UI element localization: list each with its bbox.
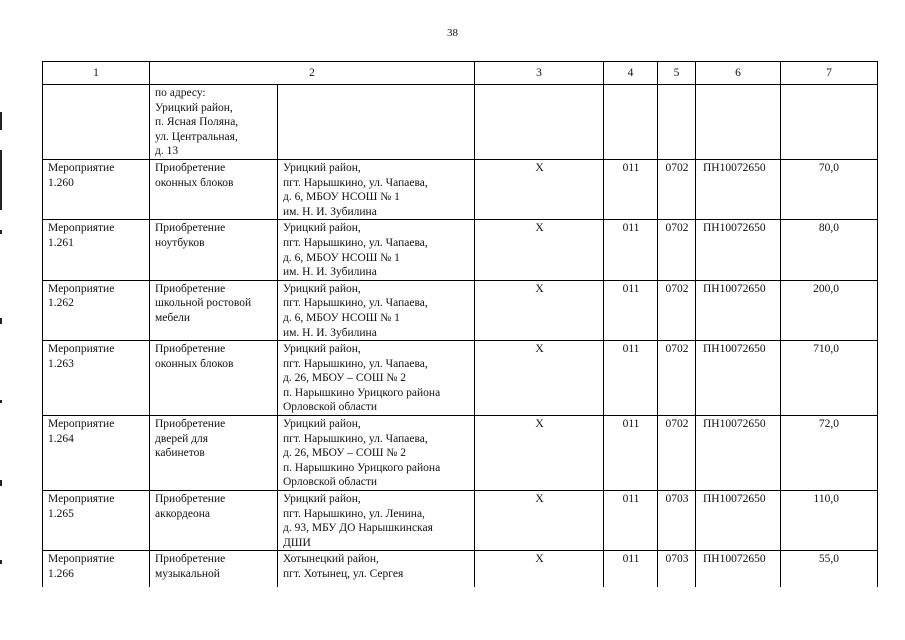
text-line: 1.266 <box>48 568 74 580</box>
text-line: Орловской области <box>283 401 378 414</box>
text-line: д. 26, МБОУ – СОШ № 2 <box>283 447 406 460</box>
item-cell <box>150 341 278 416</box>
item-cell <box>150 159 278 219</box>
text-line: им. Н. И. Зубилина <box>283 205 377 218</box>
text-line: аккордеона <box>155 507 211 520</box>
address-cell <box>278 220 475 280</box>
text-line: Мероприятие <box>48 553 115 566</box>
text-line: Приобретение <box>155 282 226 295</box>
col3-cell: Х <box>475 491 604 551</box>
text-line: кабинетов <box>155 447 205 460</box>
col5-cell: 0703 <box>658 551 696 587</box>
text-line: оконных блоков <box>155 357 234 370</box>
table-cell <box>278 85 475 160</box>
text-line: пгт. Хотынец, ул. Сергея <box>283 568 404 580</box>
col7-cell: 200,0 <box>781 280 878 340</box>
text-line: 1.260 <box>48 176 74 189</box>
text-line: п. Нарышкино Урицкого района <box>283 461 441 474</box>
col6-cell: ПН10072650 <box>696 280 781 340</box>
text-line: Приобретение <box>155 222 226 235</box>
col7-cell: 55,0 <box>781 551 878 587</box>
col6-cell: ПН10072650 <box>696 159 781 219</box>
col4-cell: 011 <box>604 491 658 551</box>
text-line: пгт. Нарышкино, ул. Чапаева, <box>283 297 428 310</box>
text-line: Хотынецкий район, <box>283 553 379 566</box>
text-line: д. 13 <box>155 145 179 158</box>
text-line: д. 26, МБОУ – СОШ № 2 <box>283 372 406 385</box>
text-line: ноутбуков <box>155 236 205 249</box>
budget-table <box>42 61 878 587</box>
table-cell <box>658 85 696 160</box>
col3-cell: Х <box>475 280 604 340</box>
text-line: Мероприятие <box>48 222 115 235</box>
col7-cell: 110,0 <box>781 491 878 551</box>
address-cell <box>278 159 475 219</box>
text-line: п. Нарышкино Урицкого района <box>283 386 441 399</box>
text-line: 1.261 <box>48 236 74 249</box>
table-row <box>43 551 878 587</box>
text-line: 1.263 <box>48 357 74 370</box>
text-line: Приобретение <box>155 493 226 506</box>
table-row <box>43 159 878 219</box>
text-line: п. Ясная Поляна, <box>155 116 239 129</box>
text-line: пгт. Нарышкино, ул. Чапаева, <box>283 357 428 370</box>
col3-cell: Х <box>475 551 604 587</box>
text-line: пгт. Нарышкино, ул. Чапаева, <box>283 176 428 189</box>
header-cell: 5 <box>658 62 696 85</box>
text-line: Приобретение <box>155 343 226 356</box>
table-row <box>43 491 878 551</box>
text-line: д. 6, МБОУ НСОШ № 1 <box>283 191 400 204</box>
col5-cell: 0702 <box>658 159 696 219</box>
col4-cell: 011 <box>604 341 658 416</box>
header-cell: 4 <box>604 62 658 85</box>
col5-cell: 0702 <box>658 341 696 416</box>
table-cell <box>696 85 781 160</box>
item-cell <box>150 280 278 340</box>
header-cell: 6 <box>696 62 781 85</box>
continuation-row <box>43 85 878 160</box>
text-line: д. 6, МБОУ НСОШ № 1 <box>283 311 400 324</box>
col3-cell: Х <box>475 341 604 416</box>
event-cell <box>43 220 150 280</box>
col6-cell: ПН10072650 <box>696 220 781 280</box>
col6-cell: ПН10072650 <box>696 416 781 491</box>
text-line: 1.264 <box>48 432 74 445</box>
text-line: д. 93, МБУ ДО Нарышкинская <box>283 522 433 535</box>
table-cell <box>604 85 658 160</box>
item-cell <box>150 220 278 280</box>
col5-cell: 0703 <box>658 491 696 551</box>
page-number: 38 <box>447 27 458 39</box>
text-line: Мероприятие <box>48 161 115 174</box>
text-line: ул. Центральная, <box>155 130 238 143</box>
address-cell <box>278 280 475 340</box>
address-cell <box>278 551 475 587</box>
header-cell: 7 <box>781 62 878 85</box>
address-cell <box>278 341 475 416</box>
col7-cell: 72,0 <box>781 416 878 491</box>
scan-left-edge <box>0 0 3 640</box>
text-line: пгт. Нарышкино, ул. Чапаева, <box>283 432 428 445</box>
text-line: пгт. Нарышкино, ул. Ленина, <box>283 507 425 520</box>
col6-cell: ПН10072650 <box>696 491 781 551</box>
table-cell <box>43 85 150 160</box>
table-row <box>43 280 878 340</box>
text-line: Урицкий район, <box>283 282 361 295</box>
col7-cell: 70,0 <box>781 159 878 219</box>
text-line: Приобретение <box>155 553 226 566</box>
text-line: им. Н. И. Зубилина <box>283 266 377 279</box>
col4-cell: 011 <box>604 280 658 340</box>
table-cell <box>475 85 604 160</box>
address-cell <box>278 491 475 551</box>
col3-cell: Х <box>475 416 604 491</box>
text-line: им. Н. И. Зубилина <box>283 326 377 339</box>
item-cell <box>150 416 278 491</box>
header-row <box>43 62 878 85</box>
table-row <box>43 341 878 416</box>
text-line: Урицкий район, <box>283 343 361 356</box>
col6-cell: ПН10072650 <box>696 551 781 587</box>
item-cell <box>150 491 278 551</box>
text-line: 1.262 <box>48 297 74 310</box>
text-line: мебели <box>155 311 191 324</box>
col4-cell: 011 <box>604 551 658 587</box>
col6-cell: ПН10072650 <box>696 341 781 416</box>
text-line: ДШИ <box>283 536 311 549</box>
text-line: Орловской области <box>283 476 378 489</box>
text-line: Урицкий район, <box>283 222 361 235</box>
text-line: Мероприятие <box>48 282 115 295</box>
text-line: 1.265 <box>48 507 74 520</box>
col5-cell: 0702 <box>658 280 696 340</box>
col7-cell: 80,0 <box>781 220 878 280</box>
col3-cell: Х <box>475 220 604 280</box>
text-line: оконных блоков <box>155 176 234 189</box>
continuation-text <box>150 85 278 160</box>
text-line: Мероприятие <box>48 343 115 356</box>
col4-cell: 011 <box>604 416 658 491</box>
col4-cell: 011 <box>604 220 658 280</box>
header-cell: 3 <box>475 62 604 85</box>
col5-cell: 0702 <box>658 220 696 280</box>
text-line: д. 6, МБОУ НСОШ № 1 <box>283 251 400 264</box>
header-cell: 1 <box>43 62 150 85</box>
event-cell <box>43 159 150 219</box>
text-line: дверей для <box>155 432 209 445</box>
text-line: Урицкий район, <box>155 101 233 114</box>
header-cell: 2 <box>150 62 475 85</box>
event-cell <box>43 341 150 416</box>
text-line: Урицкий район, <box>283 418 361 431</box>
event-cell <box>43 491 150 551</box>
text-line: музыкальной <box>155 568 220 580</box>
text-line: по адресу: <box>155 87 206 99</box>
address-cell <box>278 416 475 491</box>
text-line: Приобретение <box>155 161 226 174</box>
text-line: Приобретение <box>155 418 226 431</box>
text-line: Урицкий район, <box>283 493 361 506</box>
col5-cell: 0702 <box>658 416 696 491</box>
text-line: пгт. Нарышкино, ул. Чапаева, <box>283 236 428 249</box>
col4-cell: 011 <box>604 159 658 219</box>
event-cell <box>43 551 150 587</box>
col7-cell: 710,0 <box>781 341 878 416</box>
text-line: школьной ростовой <box>155 297 252 310</box>
table-cell <box>781 85 878 160</box>
text-line: Урицкий район, <box>283 161 361 174</box>
text-line: Мероприятие <box>48 418 115 431</box>
table-row <box>43 416 878 491</box>
event-cell <box>43 416 150 491</box>
item-cell <box>150 551 278 587</box>
table-row <box>43 220 878 280</box>
event-cell <box>43 280 150 340</box>
text-line: Мероприятие <box>48 493 115 506</box>
col3-cell: Х <box>475 159 604 219</box>
